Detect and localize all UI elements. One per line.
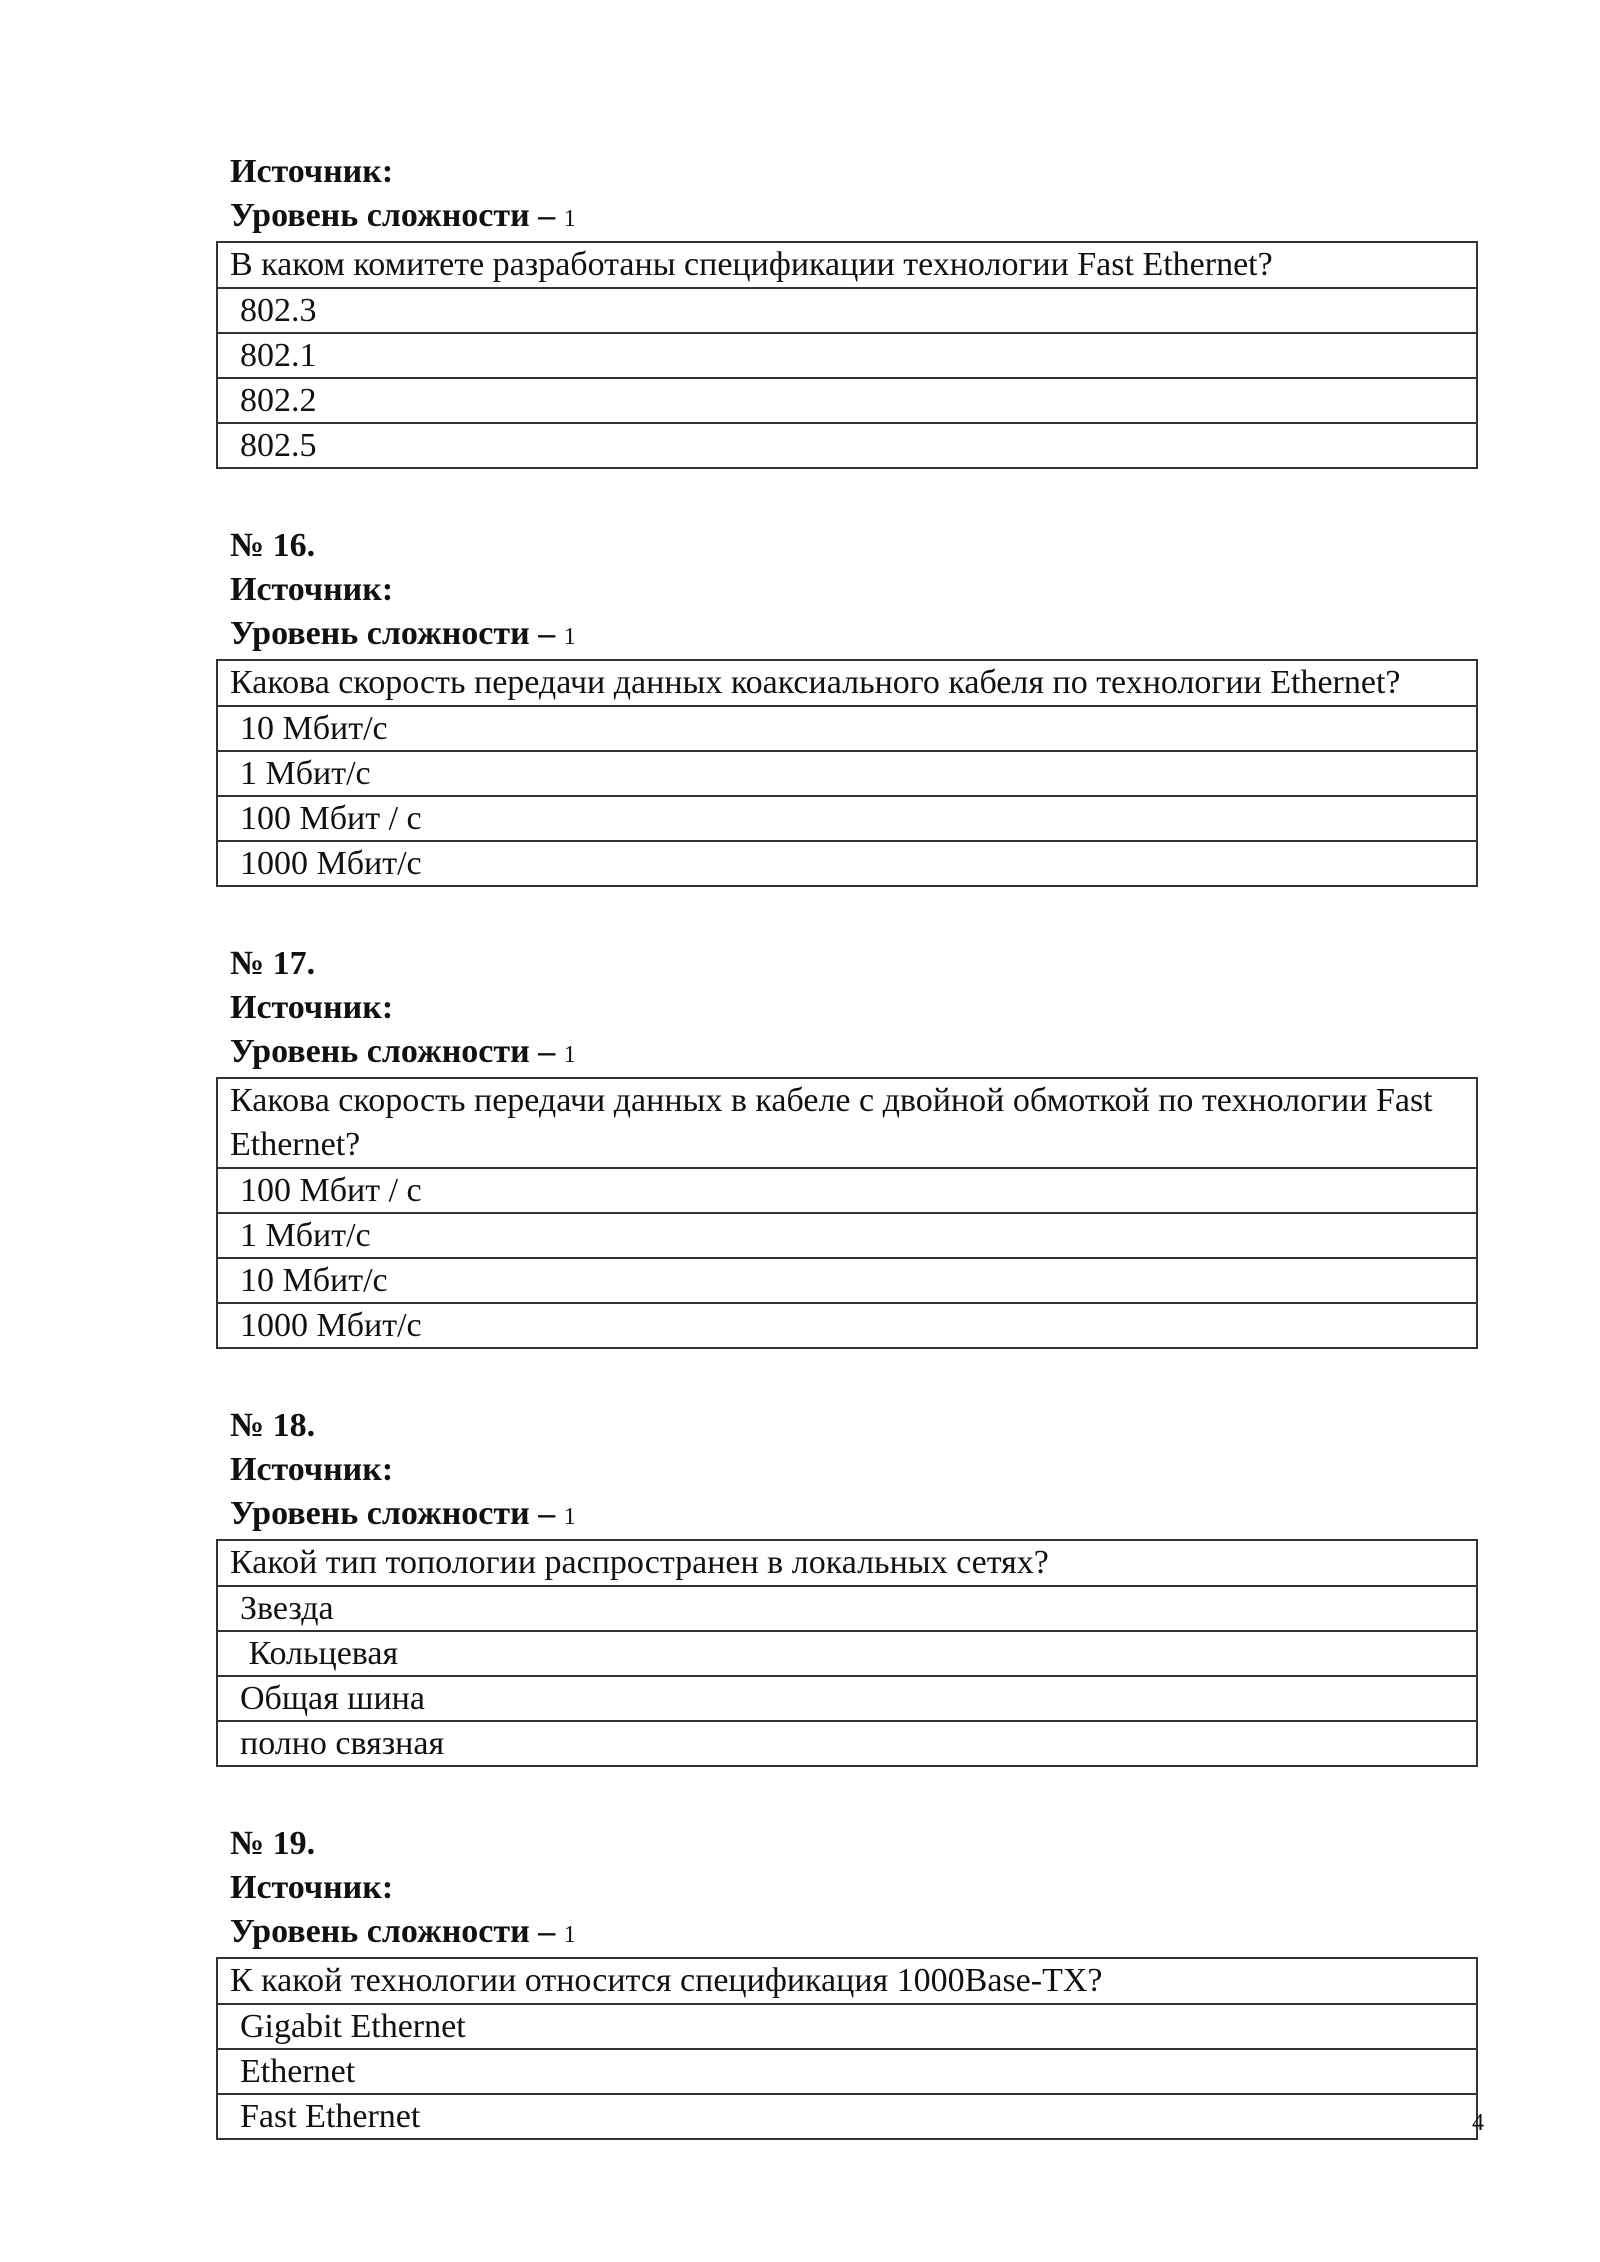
difficulty-level bbox=[230, 1030, 1480, 1077]
difficulty-label: Уровень сложности – bbox=[230, 1495, 556, 1532]
question-block bbox=[230, 150, 1480, 469]
answer-option: 802.5 bbox=[240, 427, 317, 464]
answer-option: 1 Мбит/с bbox=[218, 1214, 1476, 1259]
answer-option: 10 Мбит/с bbox=[218, 1259, 1476, 1304]
question-number: № 16. bbox=[230, 527, 316, 564]
answer-option: полно связная bbox=[240, 1725, 445, 1762]
difficulty-value: 1 bbox=[563, 624, 576, 650]
question-text: В каком комитете разработаны спецификации технологии Fast Ethernet? bbox=[218, 243, 1476, 289]
question-block bbox=[230, 1822, 1480, 2140]
question-text: Какова скорость передачи данных коаксиального кабеля по технологии Ethernet? bbox=[218, 661, 1476, 707]
answer-option: 100 Мбит / с bbox=[218, 797, 1476, 842]
difficulty-level bbox=[230, 612, 1480, 659]
answer-option: Fast Ethernet bbox=[240, 2098, 421, 2135]
answer-option: Ethernet bbox=[218, 2050, 1476, 2095]
answer-option: 1 Мбит/с bbox=[218, 752, 1476, 797]
question-block bbox=[230, 942, 1480, 1349]
difficulty-value: 1 bbox=[563, 206, 576, 232]
answer-option: Gigabit Ethernet bbox=[218, 2005, 1476, 2050]
difficulty-label: Уровень сложности – bbox=[230, 197, 556, 234]
document-page bbox=[230, 150, 1480, 2195]
question-table bbox=[216, 659, 1478, 887]
difficulty-value: 1 bbox=[563, 1922, 576, 1948]
question-text: Какова скорость передачи данных в кабеле с двойной обмоткой по технологии Fast Ethernet? bbox=[218, 1079, 1476, 1169]
question-text: К какой технологии относится спецификация 1000Base-TX? bbox=[218, 1959, 1476, 2005]
source-label: Источник: bbox=[230, 989, 394, 1026]
difficulty-label: Уровень сложности – bbox=[230, 615, 556, 652]
question-block bbox=[230, 1404, 1480, 1767]
answer-option: Кольцевая bbox=[218, 1632, 1476, 1677]
answer-option: 802.1 bbox=[218, 334, 1476, 379]
source-label: Источник: bbox=[230, 1451, 394, 1488]
question-block bbox=[230, 524, 1480, 887]
answer-option: 100 Мбит / с bbox=[218, 1169, 1476, 1214]
difficulty-level bbox=[230, 1492, 1480, 1539]
answer-option: 802.3 bbox=[218, 289, 1476, 334]
source-label: Источник: bbox=[230, 1869, 394, 1906]
question-number: № 18. bbox=[230, 1407, 316, 1444]
answer-option: 10 Мбит/с bbox=[218, 707, 1476, 752]
answer-option: Общая шина bbox=[218, 1677, 1476, 1722]
difficulty-value: 1 bbox=[563, 1504, 576, 1530]
page-number: 4 bbox=[1472, 2110, 1484, 2136]
question-number: № 19. bbox=[230, 1825, 316, 1862]
difficulty-label: Уровень сложности – bbox=[230, 1913, 556, 1950]
difficulty-level bbox=[230, 194, 1480, 241]
question-table bbox=[216, 1957, 1478, 2140]
answer-option: 1000 Мбит/с bbox=[240, 1307, 422, 1344]
source-label: Источник: bbox=[230, 571, 394, 608]
question-text: Какой тип топологии распространен в локальных сетях? bbox=[218, 1541, 1476, 1587]
difficulty-value: 1 bbox=[563, 1042, 576, 1068]
question-number: № 17. bbox=[230, 945, 316, 982]
question-table bbox=[216, 241, 1478, 469]
answer-option: 1000 Мбит/с bbox=[240, 845, 422, 882]
answer-option: 802.2 bbox=[218, 379, 1476, 424]
question-table bbox=[216, 1077, 1478, 1349]
question-table bbox=[216, 1539, 1478, 1767]
source-label: Источник: bbox=[230, 153, 394, 190]
answer-option: Звезда bbox=[218, 1587, 1476, 1632]
difficulty-label: Уровень сложности – bbox=[230, 1033, 556, 1070]
difficulty-level bbox=[230, 1910, 1480, 1957]
